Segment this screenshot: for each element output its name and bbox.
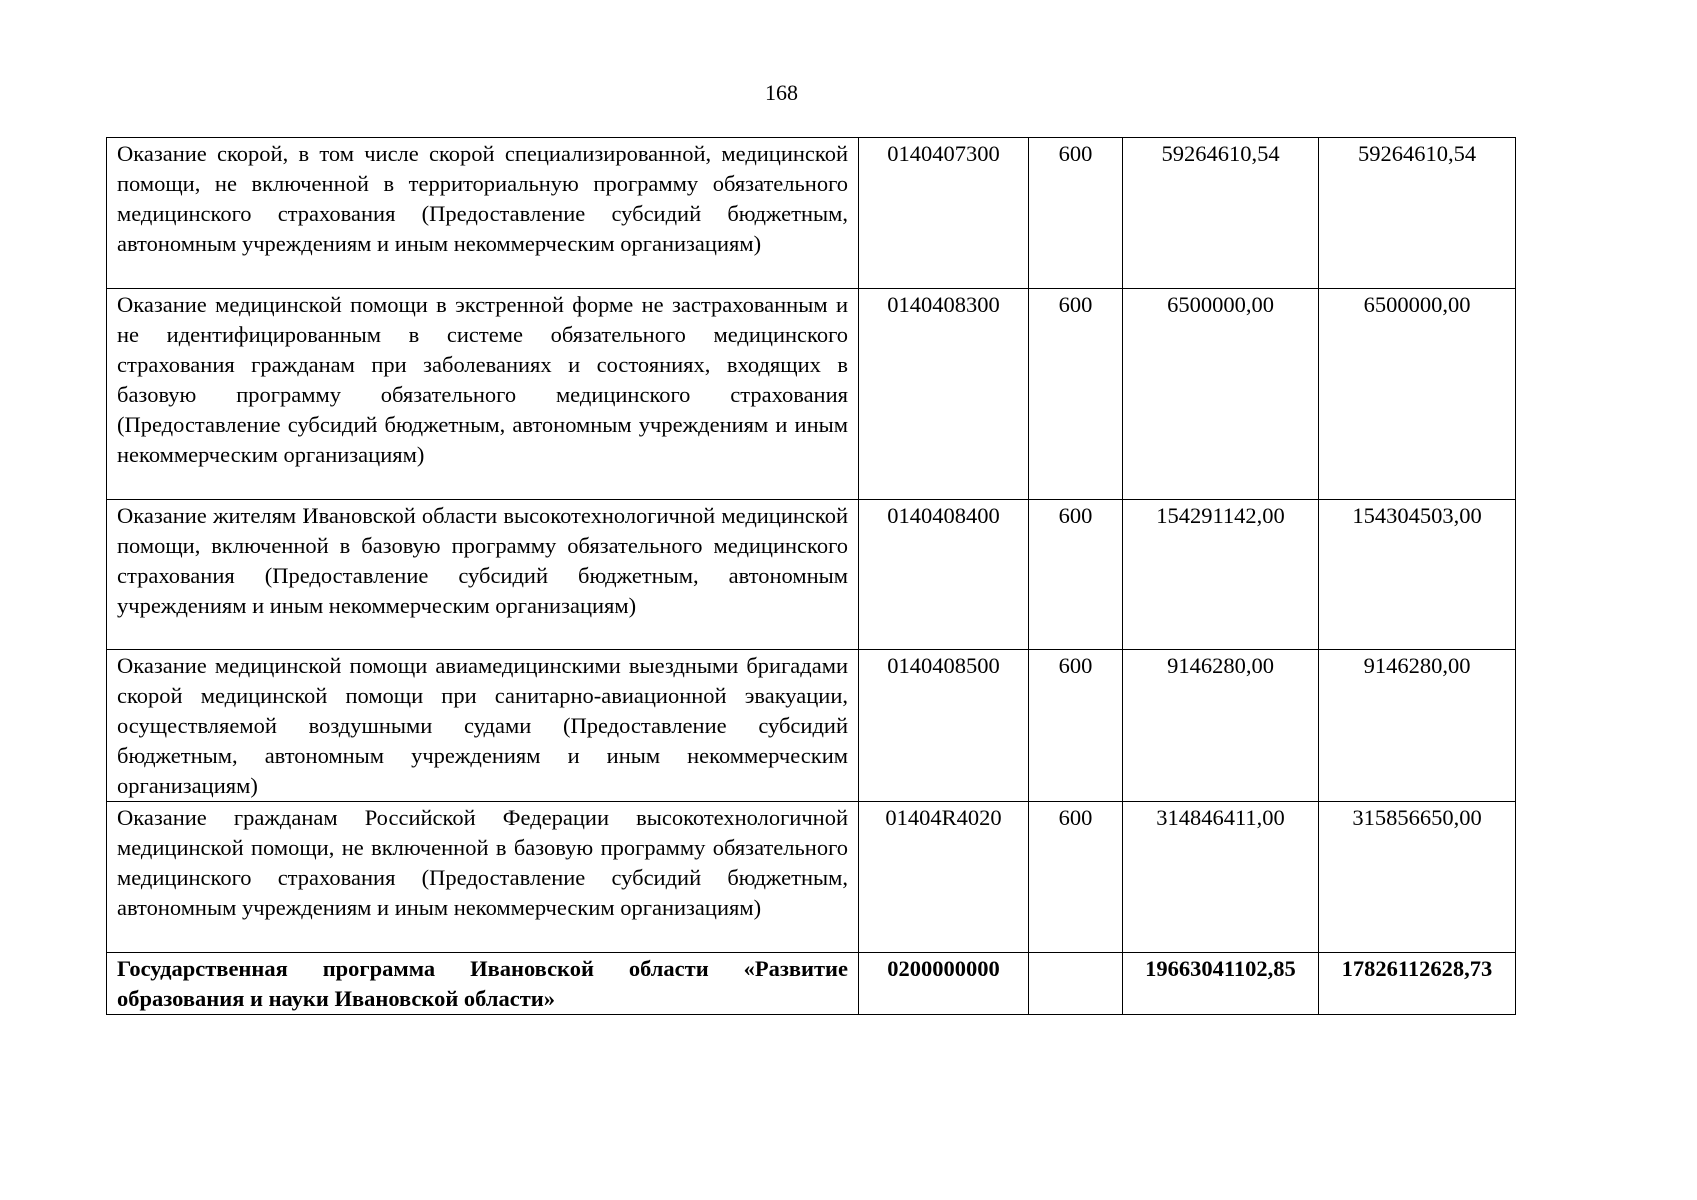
row-amount-year-1: 9146280,00 — [1123, 650, 1319, 802]
row-description: Государственная программа Ивановской области «Развитие образования и науки Ивановской области» — [107, 953, 859, 1015]
row-amount-year-1: 314846411,00 — [1123, 802, 1319, 953]
row-target-code: 01404R4020 — [859, 802, 1029, 953]
program-total-row — [107, 953, 1516, 1015]
table-row — [107, 650, 1516, 802]
row-amount-year-2: 9146280,00 — [1319, 650, 1516, 802]
row-expense-type: 600 — [1029, 650, 1123, 802]
row-target-code: 0200000000 — [859, 953, 1029, 1015]
row-description: Оказание гражданам Российской Федерации высокотехнологичной медицинской помощи, не включенной в базовую программу обязательного медицинского страхования (Предоставление субсидий бюджетным, автономным учреждениям и иным некоммерческим организациям) — [107, 802, 859, 953]
row-amount-year-2: 154304503,00 — [1319, 500, 1516, 650]
row-description: Оказание медицинской помощи авиамедицинскими выездными бригадами скорой медицинской помощи при санитарно-авиационной эвакуации, осуществляемой воздушными судами (Предоставление субсидий бюджетным, автономным учреждениям и иным некоммерческим организациям) — [107, 650, 859, 802]
row-target-code: 0140408300 — [859, 289, 1029, 500]
table-row — [107, 500, 1516, 650]
table-row — [107, 138, 1516, 289]
row-expense-type: 600 — [1029, 138, 1123, 289]
row-target-code: 0140407300 — [859, 138, 1029, 289]
row-description: Оказание жителям Ивановской области высокотехнологичной медицинской помощи, включенной в базовую программу обязательного медицинского страхования (Предоставление субсидий бюджетным, автономным учреждениям и иным некоммерческим организациям) — [107, 500, 859, 650]
table-row — [107, 802, 1516, 953]
row-amount-year-2: 17826112628,73 — [1319, 953, 1516, 1015]
budget-table — [106, 137, 1516, 1015]
row-amount-year-1: 154291142,00 — [1123, 500, 1319, 650]
row-amount-year-1: 59264610,54 — [1123, 138, 1319, 289]
row-target-code: 0140408500 — [859, 650, 1029, 802]
row-amount-year-2: 315856650,00 — [1319, 802, 1516, 953]
row-amount-year-1: 19663041102,85 — [1123, 953, 1319, 1015]
row-target-code: 0140408400 — [859, 500, 1029, 650]
row-description: Оказание медицинской помощи в экстренной форме не застрахованным и не идентифицированным в системе обязательного медицинского страхования гражданам при заболеваниях и состояниях, входящих в базовую программу обязательного медицинского страхования (Предоставление субсидий бюджетным, автономным учреждениям и иным некоммерческим организациям) — [107, 289, 859, 500]
row-amount-year-1: 6500000,00 — [1123, 289, 1319, 500]
row-expense-type: 600 — [1029, 802, 1123, 953]
row-amount-year-2: 59264610,54 — [1319, 138, 1516, 289]
page-number: 168 — [765, 80, 798, 105]
row-amount-year-2: 6500000,00 — [1319, 289, 1516, 500]
row-expense-type: 600 — [1029, 500, 1123, 650]
row-expense-type — [1029, 953, 1123, 1015]
row-description: Оказание скорой, в том числе скорой специализированной, медицинской помощи, не включенной в территориальную программу обязательного медицинского страхования (Предоставление субсидий бюджетным, автономным учреждениям и иным некоммерческим организациям) — [107, 138, 859, 289]
row-expense-type: 600 — [1029, 289, 1123, 500]
table-row — [107, 289, 1516, 500]
